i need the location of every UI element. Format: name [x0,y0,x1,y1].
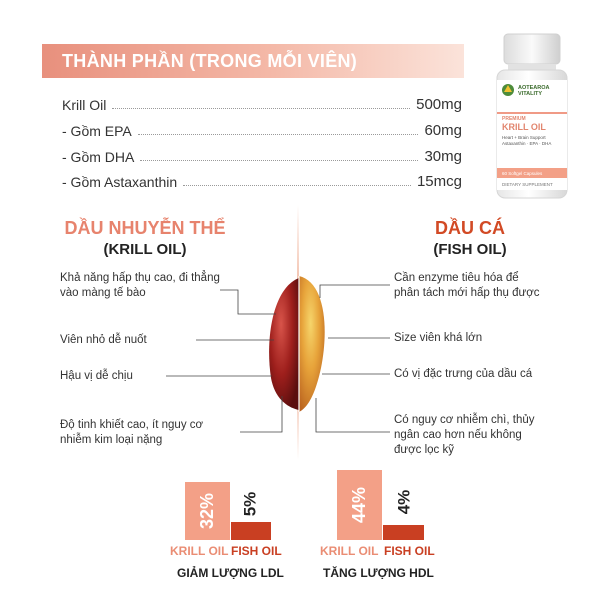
ldl-fish-label: FISH OIL [231,544,282,558]
krill-oil-title: DẦU NHUYỄN THỂ [64,218,226,238]
ingredient-name: - Gồm DHA [62,149,135,165]
fish-feature-1: Cần enzyme tiêu hóa để phân tách mới hấp thụ được [394,272,540,299]
hdl-krill-value: 44% [349,486,369,524]
ldl-krill-value: 32% [197,492,217,530]
hdl-caption: TĂNG LƯỢNG HDL [323,566,434,580]
ingredient-name: - Gồm EPA [62,123,132,139]
hdl-fish-label: FISH OIL [384,544,435,558]
bottle-brand: AOTEAROA VITALITY [518,85,550,97]
ldl-caption: GIẢM LƯỢNG LDL [177,566,284,580]
ldl-krill-label: KRILL OIL [170,544,229,558]
ingredient-value: 30mg [424,148,462,165]
hdl-krill-label: KRILL OIL [320,544,379,558]
ingredient-value: 60mg [424,122,462,139]
bottle-footer: DIETARY SUPPLEMENT [502,182,553,187]
fish-feature-3: Có vị đặc trưng của dầu cá [394,368,533,380]
krill-feature-3: Hậu vị dễ chịu [60,370,133,382]
krill-feature-2: Viên nhỏ dễ nuốt [60,334,147,346]
fish-oil-title: DẦU CÁ [435,218,505,238]
fish-feature-4: Có nguy cơ nhiễm chì, thủy ngân cao hơn nếu không được lọc kỹ [394,414,535,456]
hdl-fish-value: 4% [394,489,414,515]
bottle-premium: PREMIUM [502,116,526,122]
krill-oil-subtitle: (KRILL OIL) [103,241,187,258]
krill-feature-1: Khả năng hấp thụ cao, đi thẳng vào màng tế bào [60,272,220,299]
fish-oil-subtitle: (FISH OIL) [433,241,507,258]
ingredient-value: 15mcg [416,173,462,190]
bottle-line-1: Heart + Brain Support [502,135,546,140]
bottle-line-2: Astaxanthin · EPA · DHA [502,141,552,146]
ingredient-name: - Gồm Astaxanthin [62,174,178,190]
ldl-fish-value: 5% [240,491,260,517]
bottle-count: 60 Softgel Capsules [502,171,543,176]
bottle-product-name: KRILL OIL [502,122,546,132]
krill-feature-4: Độ tinh khiết cao, ít nguy cơ nhiễm kim loại nặng [60,419,204,446]
hdl-fish-bar [383,525,424,540]
ldl-fish-bar [231,522,271,540]
ingredients-title: THÀNH PHẦN (TRONG MỖI VIÊN) [62,51,358,71]
ingredient-name: Krill Oil [62,97,107,113]
ingredient-value: 500mg [416,96,462,113]
fish-feature-2: Size viên khá lớn [394,332,483,344]
